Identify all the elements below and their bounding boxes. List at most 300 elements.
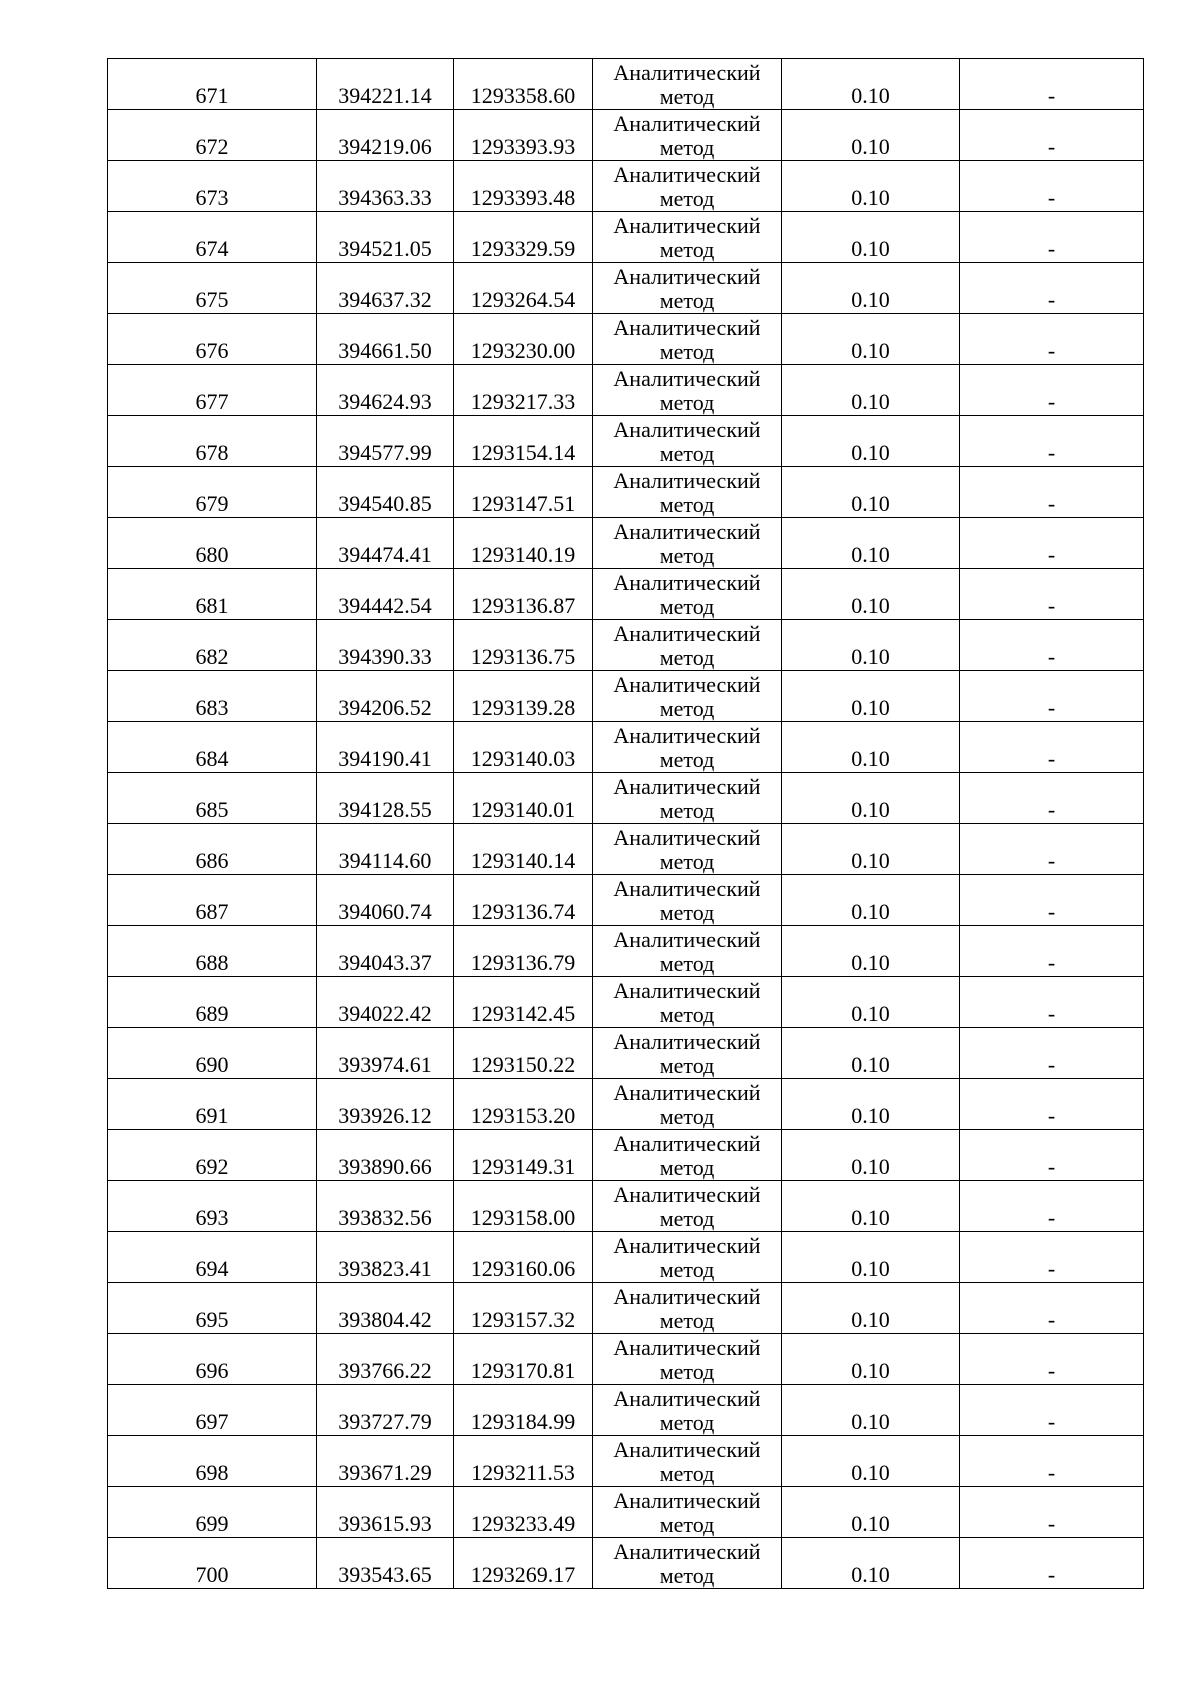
y-coordinate-cell <box>454 875 593 926</box>
note-value: - <box>1047 1256 1056 1281</box>
note-value: - <box>1047 644 1056 669</box>
accuracy-value: 0.10 <box>851 1511 890 1536</box>
point-number-value: 699 <box>195 1511 229 1536</box>
x-coordinate-cell <box>317 1334 454 1385</box>
method-line-2: метод <box>659 645 715 670</box>
method-text <box>593 775 781 823</box>
table-row <box>108 1538 1144 1589</box>
accuracy-value: 0.10 <box>851 491 890 516</box>
x-coordinate-value: 393766.22 <box>338 1358 432 1383</box>
point-number-cell <box>108 1436 317 1487</box>
x-coordinate-value: 394206.52 <box>338 695 432 720</box>
method-line-2: метод <box>659 1512 715 1537</box>
accuracy-cell <box>782 1181 960 1232</box>
accuracy-cell <box>782 926 960 977</box>
x-coordinate-cell <box>317 926 454 977</box>
y-coordinate-value: 1293358.60 <box>470 83 576 108</box>
note-value: - <box>1047 1511 1056 1536</box>
method-cell <box>593 1028 782 1079</box>
note-value: - <box>1047 695 1056 720</box>
accuracy-cell <box>782 212 960 263</box>
method-text <box>593 1030 781 1078</box>
method-line-1: Аналитический <box>613 877 761 901</box>
note-value: - <box>1047 797 1056 822</box>
note-value: - <box>1047 83 1056 108</box>
accuracy-value: 0.10 <box>851 134 890 159</box>
note-value: - <box>1047 950 1056 975</box>
method-line-2: метод <box>659 1206 715 1231</box>
method-line-1: Аналитический <box>613 1132 761 1156</box>
method-text <box>593 928 781 976</box>
accuracy-value: 0.10 <box>851 1256 890 1281</box>
method-line-1: Аналитический <box>613 265 761 289</box>
table-row <box>108 1079 1144 1130</box>
note-cell <box>960 1181 1144 1232</box>
y-coordinate-cell <box>454 59 593 110</box>
method-line-2: метод <box>659 696 715 721</box>
x-coordinate-value: 393671.29 <box>338 1460 432 1485</box>
y-coordinate-value: 1293157.32 <box>470 1307 576 1332</box>
method-cell <box>593 314 782 365</box>
table-row <box>108 1334 1144 1385</box>
note-cell <box>960 416 1144 467</box>
y-coordinate-value: 1293264.54 <box>470 287 576 312</box>
table-row <box>108 467 1144 518</box>
method-line-1: Аналитический <box>613 418 761 442</box>
method-line-1: Аналитический <box>613 1030 761 1054</box>
x-coordinate-value: 394043.37 <box>338 950 432 975</box>
method-line-2: метод <box>659 1053 715 1078</box>
table-row <box>108 314 1144 365</box>
x-coordinate-value: 394114.60 <box>338 848 432 873</box>
accuracy-cell <box>782 722 960 773</box>
x-coordinate-cell <box>317 161 454 212</box>
method-line-1: Аналитический <box>613 520 761 544</box>
note-cell <box>960 467 1144 518</box>
table-row <box>108 671 1144 722</box>
note-cell <box>960 875 1144 926</box>
accuracy-value: 0.10 <box>851 848 890 873</box>
method-line-2: метод <box>659 237 715 262</box>
method-line-2: метод <box>659 339 715 364</box>
point-number-cell <box>108 59 317 110</box>
method-cell <box>593 722 782 773</box>
method-line-1: Аналитический <box>613 1081 761 1105</box>
point-number-cell <box>108 875 317 926</box>
method-text <box>593 979 781 1027</box>
table-row <box>108 1385 1144 1436</box>
point-number-value: 685 <box>195 797 229 822</box>
point-number-cell <box>108 1181 317 1232</box>
point-number-value: 676 <box>195 338 229 363</box>
accuracy-cell <box>782 1436 960 1487</box>
note-value: - <box>1047 1460 1056 1485</box>
accuracy-value: 0.10 <box>851 542 890 567</box>
method-line-1: Аналитический <box>613 724 761 748</box>
x-coordinate-cell <box>317 212 454 263</box>
point-number-value: 678 <box>195 440 229 465</box>
y-coordinate-value: 1293139.28 <box>470 695 576 720</box>
x-coordinate-value: 393823.41 <box>338 1256 432 1281</box>
point-number-cell <box>108 365 317 416</box>
x-coordinate-value: 394022.42 <box>338 1001 432 1026</box>
note-cell <box>960 110 1144 161</box>
accuracy-cell <box>782 161 960 212</box>
y-coordinate-value: 1293142.45 <box>470 1001 576 1026</box>
note-cell <box>960 671 1144 722</box>
y-coordinate-cell <box>454 1028 593 1079</box>
x-coordinate-value: 393543.65 <box>338 1562 432 1587</box>
table-row <box>108 977 1144 1028</box>
x-coordinate-cell <box>317 1181 454 1232</box>
point-number-cell <box>108 671 317 722</box>
note-cell <box>960 1436 1144 1487</box>
method-line-1: Аналитический <box>613 214 761 238</box>
accuracy-value: 0.10 <box>851 83 890 108</box>
x-coordinate-cell <box>317 722 454 773</box>
point-number-cell <box>108 1079 317 1130</box>
note-value: - <box>1047 1154 1056 1179</box>
point-number-value: 684 <box>195 746 229 771</box>
note-value: - <box>1047 134 1056 159</box>
point-number-cell <box>108 1283 317 1334</box>
point-number-cell <box>108 1130 317 1181</box>
note-cell <box>960 569 1144 620</box>
point-number-value: 693 <box>195 1205 229 1230</box>
note-cell <box>960 1538 1144 1589</box>
point-number-value: 671 <box>195 83 229 108</box>
point-number-cell <box>108 212 317 263</box>
method-line-2: метод <box>659 798 715 823</box>
y-coordinate-value: 1293217.33 <box>470 389 576 414</box>
point-number-value: 674 <box>195 236 229 261</box>
method-cell <box>593 212 782 263</box>
y-coordinate-cell <box>454 518 593 569</box>
x-coordinate-cell <box>317 416 454 467</box>
table-row <box>108 773 1144 824</box>
note-cell <box>960 518 1144 569</box>
y-coordinate-cell <box>454 1385 593 1436</box>
method-text <box>593 61 781 109</box>
x-coordinate-cell <box>317 263 454 314</box>
point-number-cell <box>108 1334 317 1385</box>
method-text <box>593 112 781 160</box>
y-coordinate-value: 1293269.17 <box>470 1562 576 1587</box>
point-number-value: 689 <box>195 1001 229 1026</box>
method-text <box>593 214 781 262</box>
point-number-value: 683 <box>195 695 229 720</box>
point-number-value: 695 <box>195 1307 229 1332</box>
method-cell <box>593 1283 782 1334</box>
note-value: - <box>1047 1358 1056 1383</box>
y-coordinate-cell <box>454 263 593 314</box>
accuracy-cell <box>782 416 960 467</box>
method-cell <box>593 1538 782 1589</box>
point-number-value: 692 <box>195 1154 229 1179</box>
note-value: - <box>1047 848 1056 873</box>
method-text <box>593 1132 781 1180</box>
x-coordinate-cell <box>317 1028 454 1079</box>
y-coordinate-value: 1293158.00 <box>470 1205 576 1230</box>
method-line-2: метод <box>659 441 715 466</box>
method-text <box>593 1387 781 1435</box>
y-coordinate-cell <box>454 1538 593 1589</box>
table-row <box>108 875 1144 926</box>
x-coordinate-value: 394624.93 <box>338 389 432 414</box>
method-line-1: Аналитический <box>613 1285 761 1309</box>
accuracy-value: 0.10 <box>851 338 890 363</box>
note-value: - <box>1047 1307 1056 1332</box>
accuracy-cell <box>782 263 960 314</box>
x-coordinate-value: 394221.14 <box>338 83 432 108</box>
point-number-cell <box>108 773 317 824</box>
note-cell <box>960 722 1144 773</box>
method-line-2: метод <box>659 492 715 517</box>
accuracy-cell <box>782 467 960 518</box>
y-coordinate-value: 1293233.49 <box>470 1511 576 1536</box>
method-text <box>593 1285 781 1333</box>
method-cell <box>593 569 782 620</box>
method-line-2: метод <box>659 1104 715 1129</box>
method-line-1: Аналитический <box>613 622 761 646</box>
x-coordinate-value: 394661.50 <box>338 338 432 363</box>
x-coordinate-cell <box>317 59 454 110</box>
accuracy-value: 0.10 <box>851 1001 890 1026</box>
accuracy-value: 0.10 <box>851 1307 890 1332</box>
table-row <box>108 212 1144 263</box>
y-coordinate-value: 1293149.31 <box>470 1154 576 1179</box>
x-coordinate-cell <box>317 1385 454 1436</box>
point-number-value: 672 <box>195 134 229 159</box>
note-cell <box>960 1028 1144 1079</box>
accuracy-value: 0.10 <box>851 1460 890 1485</box>
note-value: - <box>1047 542 1056 567</box>
accuracy-cell <box>782 59 960 110</box>
point-number-cell <box>108 467 317 518</box>
accuracy-cell <box>782 1487 960 1538</box>
accuracy-cell <box>782 314 960 365</box>
table-row <box>108 263 1144 314</box>
point-number-value: 696 <box>195 1358 229 1383</box>
x-coordinate-cell <box>317 518 454 569</box>
table-row <box>108 1028 1144 1079</box>
method-line-2: метод <box>659 951 715 976</box>
x-coordinate-cell <box>317 1538 454 1589</box>
method-cell <box>593 467 782 518</box>
note-value: - <box>1047 899 1056 924</box>
x-coordinate-cell <box>317 977 454 1028</box>
method-text <box>593 367 781 415</box>
method-line-1: Аналитический <box>613 979 761 1003</box>
accuracy-value: 0.10 <box>851 1409 890 1434</box>
accuracy-value: 0.10 <box>851 950 890 975</box>
x-coordinate-cell <box>317 314 454 365</box>
table-row <box>108 1181 1144 1232</box>
x-coordinate-value: 394442.54 <box>338 593 432 618</box>
y-coordinate-value: 1293150.22 <box>470 1052 576 1077</box>
note-value: - <box>1047 236 1056 261</box>
table-row <box>108 722 1144 773</box>
method-cell <box>593 416 782 467</box>
method-cell <box>593 1130 782 1181</box>
accuracy-value: 0.10 <box>851 899 890 924</box>
method-text <box>593 1489 781 1537</box>
y-coordinate-value: 1293154.14 <box>470 440 576 465</box>
method-text <box>593 1336 781 1384</box>
y-coordinate-value: 1293211.53 <box>471 1460 575 1485</box>
method-line-1: Аналитический <box>613 1336 761 1360</box>
y-coordinate-value: 1293160.06 <box>470 1256 576 1281</box>
x-coordinate-cell <box>317 671 454 722</box>
accuracy-value: 0.10 <box>851 1358 890 1383</box>
y-coordinate-cell <box>454 620 593 671</box>
y-coordinate-value: 1293153.20 <box>470 1103 576 1128</box>
note-cell <box>960 1283 1144 1334</box>
note-cell <box>960 620 1144 671</box>
x-coordinate-cell <box>317 1283 454 1334</box>
method-cell <box>593 161 782 212</box>
method-line-2: метод <box>659 1359 715 1384</box>
method-text <box>593 1234 781 1282</box>
y-coordinate-cell <box>454 161 593 212</box>
note-cell <box>960 1385 1144 1436</box>
method-cell <box>593 773 782 824</box>
accuracy-value: 0.10 <box>851 1103 890 1128</box>
method-line-2: метод <box>659 1155 715 1180</box>
y-coordinate-cell <box>454 467 593 518</box>
note-value: - <box>1047 389 1056 414</box>
method-line-2: метод <box>659 1410 715 1435</box>
point-number-cell <box>108 416 317 467</box>
point-number-cell <box>108 110 317 161</box>
accuracy-cell <box>782 569 960 620</box>
y-coordinate-cell <box>454 569 593 620</box>
point-number-cell <box>108 824 317 875</box>
method-text <box>593 1540 781 1588</box>
point-number-cell <box>108 1028 317 1079</box>
method-line-2: метод <box>659 1308 715 1333</box>
table-row <box>108 1232 1144 1283</box>
note-value: - <box>1047 1409 1056 1434</box>
accuracy-cell <box>782 1079 960 1130</box>
accuracy-value: 0.10 <box>851 746 890 771</box>
x-coordinate-value: 394540.85 <box>338 491 432 516</box>
x-coordinate-value: 394474.41 <box>338 542 432 567</box>
method-line-2: метод <box>659 1563 715 1588</box>
method-cell <box>593 926 782 977</box>
method-line-1: Аналитический <box>613 367 761 391</box>
x-coordinate-cell <box>317 1436 454 1487</box>
x-coordinate-cell <box>317 773 454 824</box>
accuracy-value: 0.10 <box>851 440 890 465</box>
method-cell <box>593 263 782 314</box>
method-line-1: Аналитический <box>613 826 761 850</box>
point-number-value: 691 <box>195 1103 229 1128</box>
point-number-cell <box>108 722 317 773</box>
method-line-1: Аналитический <box>613 673 761 697</box>
x-coordinate-cell <box>317 875 454 926</box>
accuracy-value: 0.10 <box>851 1052 890 1077</box>
accuracy-cell <box>782 875 960 926</box>
method-text <box>593 1183 781 1231</box>
table-row <box>108 569 1144 620</box>
point-number-cell <box>108 1385 317 1436</box>
point-number-cell <box>108 518 317 569</box>
x-coordinate-value: 394521.05 <box>338 236 432 261</box>
method-text <box>593 469 781 517</box>
x-coordinate-cell <box>317 620 454 671</box>
point-number-value: 673 <box>195 185 229 210</box>
y-coordinate-value: 1293140.19 <box>470 542 576 567</box>
accuracy-cell <box>782 977 960 1028</box>
method-cell <box>593 671 782 722</box>
table-row <box>108 926 1144 977</box>
point-number-cell <box>108 1487 317 1538</box>
accuracy-value: 0.10 <box>851 185 890 210</box>
method-text <box>593 265 781 313</box>
note-cell <box>960 926 1144 977</box>
point-number-value: 688 <box>195 950 229 975</box>
method-text <box>593 571 781 619</box>
y-coordinate-cell <box>454 212 593 263</box>
accuracy-value: 0.10 <box>851 695 890 720</box>
method-line-2: метод <box>659 1257 715 1282</box>
method-line-2: метод <box>659 543 715 568</box>
x-coordinate-value: 393890.66 <box>338 1154 432 1179</box>
accuracy-cell <box>782 1538 960 1589</box>
note-cell <box>960 212 1144 263</box>
note-value: - <box>1047 1103 1056 1128</box>
method-text <box>593 622 781 670</box>
table-row <box>108 1487 1144 1538</box>
point-number-value: 687 <box>195 899 229 924</box>
method-line-2: метод <box>659 900 715 925</box>
x-coordinate-cell <box>317 824 454 875</box>
y-coordinate-value: 1293136.79 <box>470 950 576 975</box>
method-cell <box>593 1232 782 1283</box>
y-coordinate-cell <box>454 722 593 773</box>
y-coordinate-value: 1293136.75 <box>470 644 576 669</box>
method-text <box>593 877 781 925</box>
accuracy-value: 0.10 <box>851 236 890 261</box>
y-coordinate-value: 1293393.93 <box>470 134 576 159</box>
y-coordinate-cell <box>454 110 593 161</box>
accuracy-value: 0.10 <box>851 644 890 669</box>
y-coordinate-cell <box>454 977 593 1028</box>
x-coordinate-value: 394390.33 <box>338 644 432 669</box>
x-coordinate-cell <box>317 365 454 416</box>
x-coordinate-value: 393832.56 <box>338 1205 432 1230</box>
x-coordinate-cell <box>317 1130 454 1181</box>
note-value: - <box>1047 1052 1056 1077</box>
point-number-value: 694 <box>195 1256 229 1281</box>
note-value: - <box>1047 440 1056 465</box>
method-line-1: Аналитический <box>613 112 761 136</box>
x-coordinate-value: 393615.93 <box>338 1511 432 1536</box>
note-value: - <box>1047 338 1056 363</box>
method-line-1: Аналитический <box>613 1489 761 1513</box>
point-number-cell <box>108 161 317 212</box>
x-coordinate-value: 394577.99 <box>338 440 432 465</box>
note-value: - <box>1047 185 1056 210</box>
y-coordinate-cell <box>454 1130 593 1181</box>
y-coordinate-cell <box>454 1232 593 1283</box>
method-cell <box>593 1334 782 1385</box>
y-coordinate-cell <box>454 824 593 875</box>
y-coordinate-cell <box>454 1487 593 1538</box>
method-line-2: метод <box>659 390 715 415</box>
method-text <box>593 316 781 364</box>
